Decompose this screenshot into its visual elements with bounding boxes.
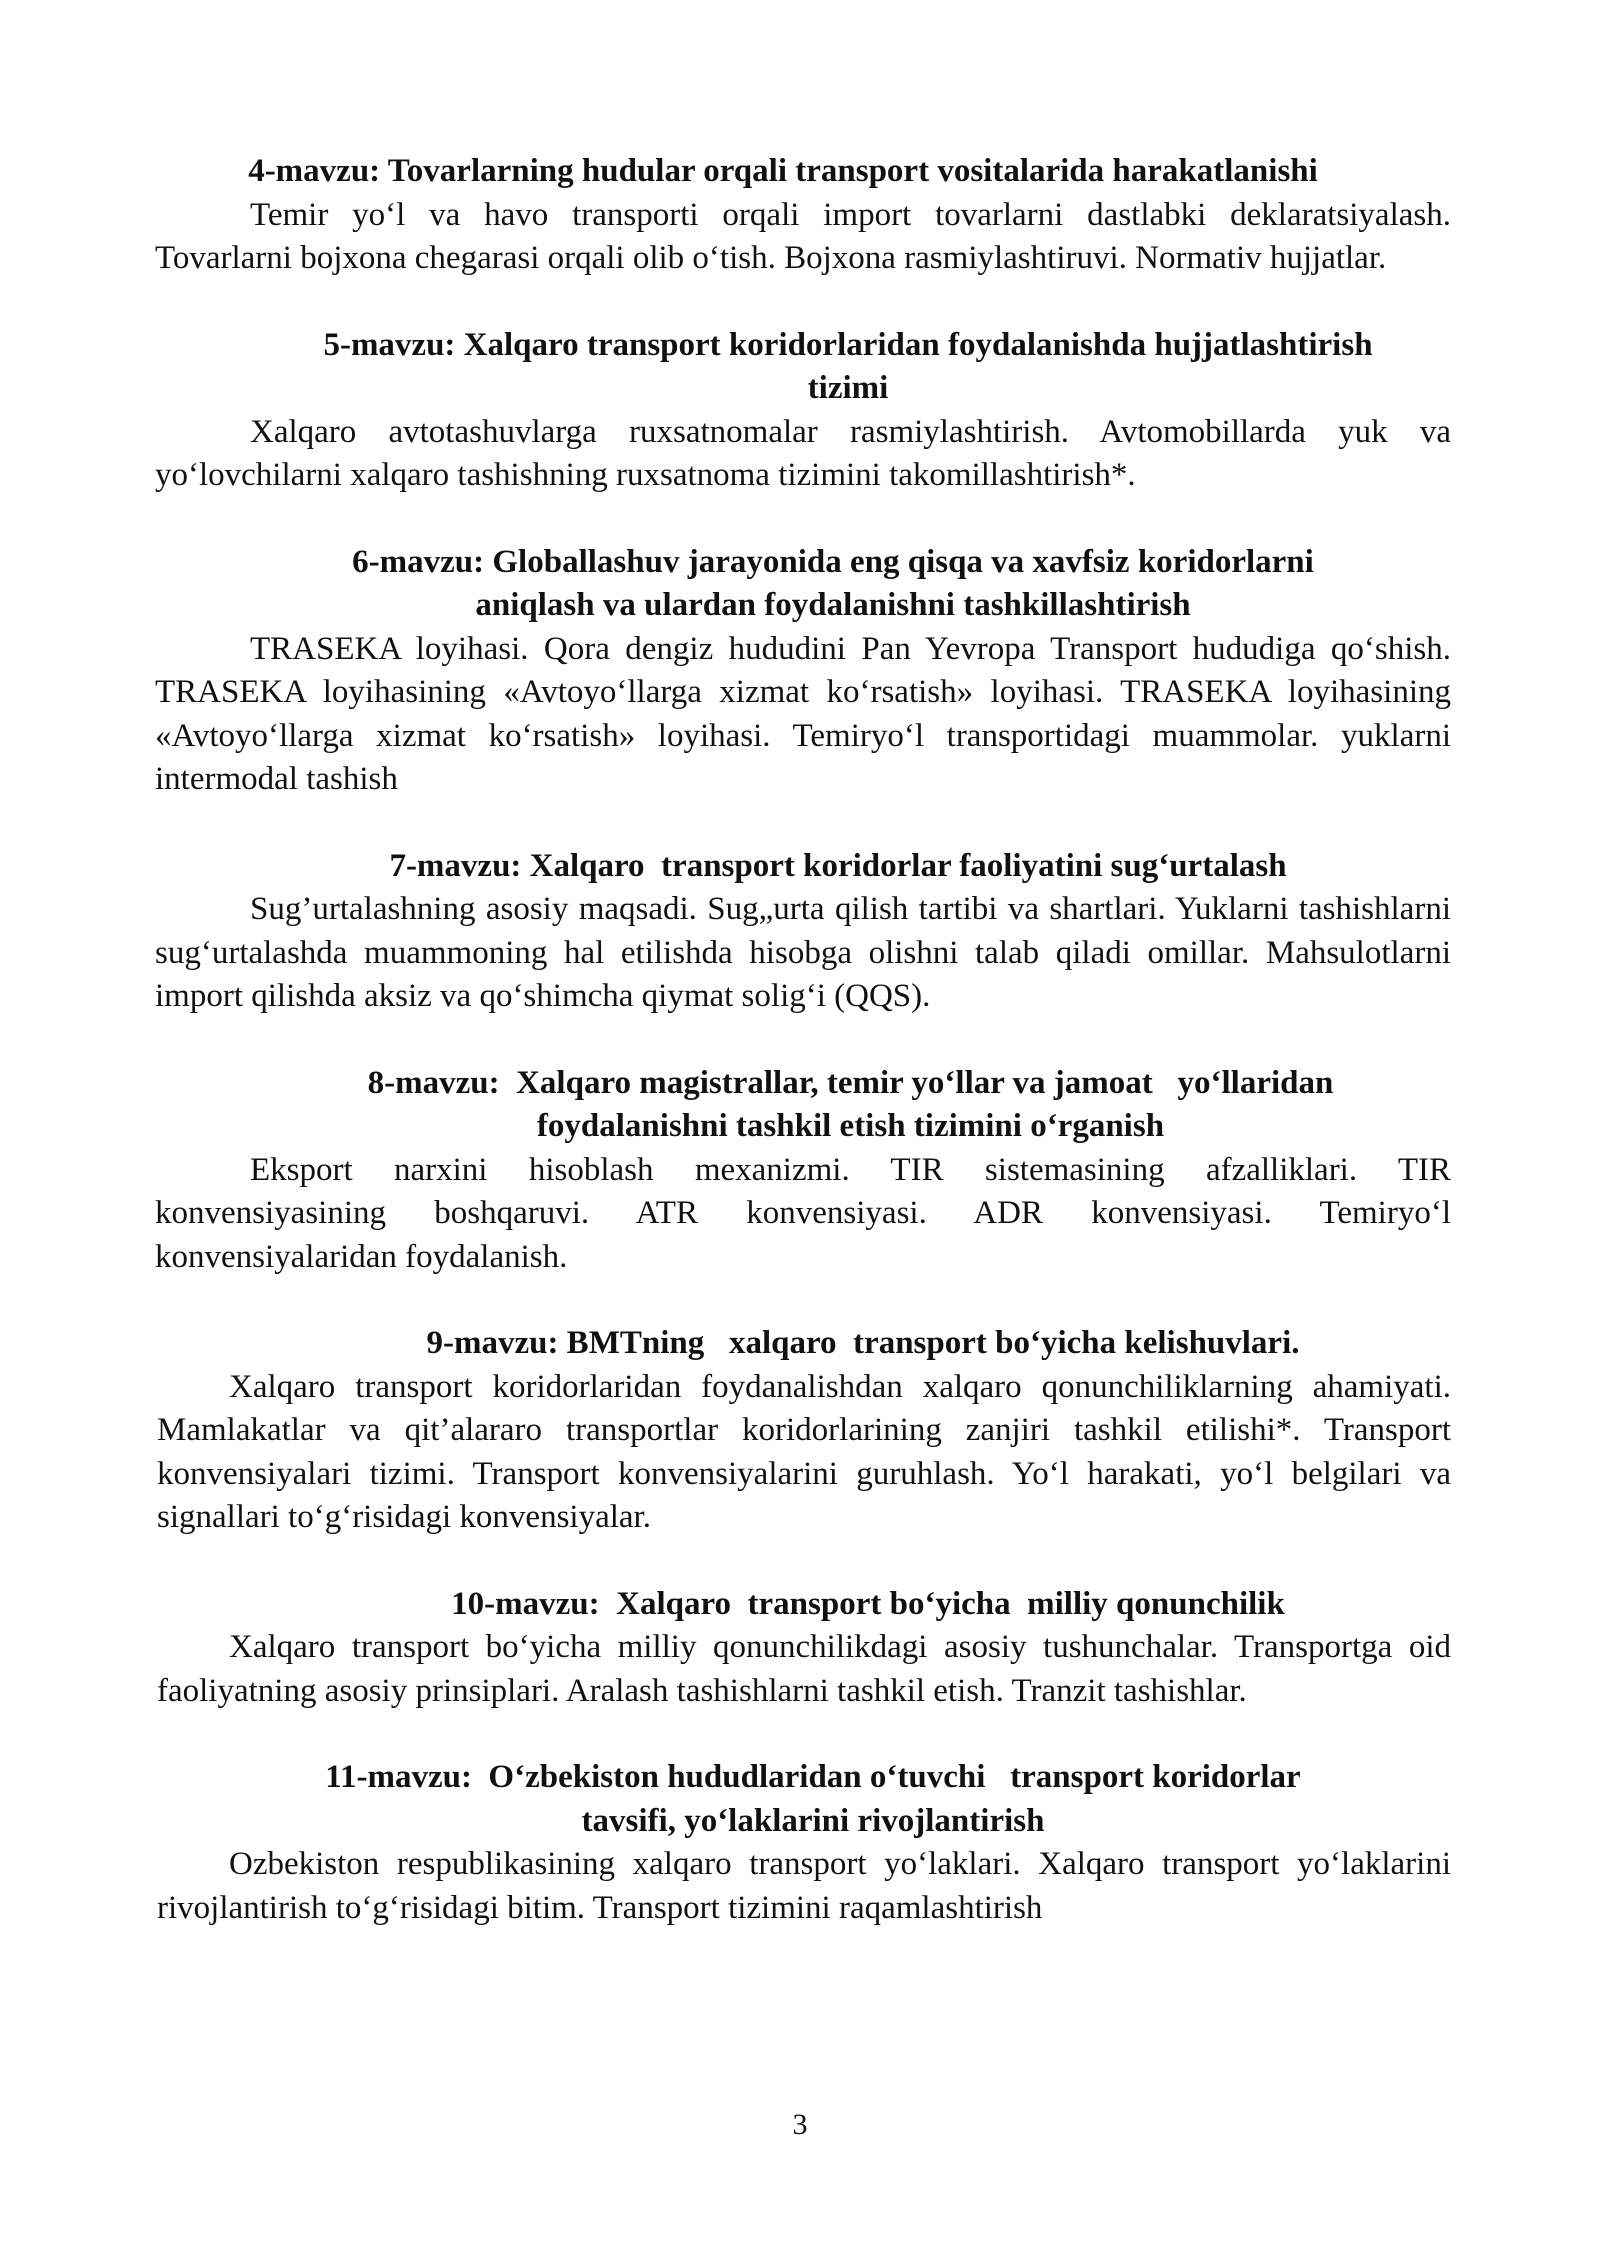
section-body: Sug’urtalashning asosiy maqsadi. Sug„urta qilish tartibi va shartlari. Yuklarni tashishlarni sug‘urtalashda muammoning hal etilishda hisobga olishni talab qiladi omillar. Mahsulotlarni import qilishda aksiz va qo‘shimcha qiymat solig‘i (QQS). <box>155 891 1451 1014</box>
section-body: TRASEKA loyihasi. Qora dengiz hududini Pan Yevropa Transport hududiga qo‘shish. TRASEKA loyihasining «Avtoyo‘llarga xizmat ko‘rsatish» loyihasi. TRASEKA loyihasining «Avtoyo‘llarga xizmat ko‘rsatish» loyihasi. Temiryo‘l transportidagi muammolar. yuklarni intermodal tashish <box>155 630 1451 797</box>
section-title-line: 10-mavzu: Xalqaro transport bo‘yicha milliy qonunchilik <box>451 1585 1285 1622</box>
section-title-line: 6-mavzu: Globallashuv jarayonida eng qisqa va xavfsiz koridorlarni <box>352 543 1314 580</box>
section-title <box>155 1062 1451 1149</box>
section-body: Eksport narxini hisoblash mexanizmi. TIR sistemasining afzalliklari. TIR konvensiyasining boshqaruvi. ATR konvensiyasi. ADR konvensiyasi. Temiryo‘l konvensiyalaridan foydalanish. <box>155 1151 1451 1275</box>
section-body: Temir yo‘l va havo transporti orqali import tovarlarni dastlabki deklaratsiyalash. Tovarlarni bojxona chegarasi orqali olib o‘tish. Bojxona rasmiylashtiruvi. Normativ hujjatlar. <box>155 196 1451 276</box>
section-topic-6 <box>155 541 1451 802</box>
section-topic-7 <box>155 845 1451 1019</box>
section-body: Ozbekiston respublikasining xalqaro transport yo‘laklari. Xalqaro transport yo‘laklarini rivojlantirish to‘g‘risidagi bitim. Transport tizimini raqamlashtirish <box>157 1846 1451 1926</box>
section-title-line: 8-mavzu: Xalqaro magistrallar, temir yo‘llar va jamoat yo‘llaridan <box>367 1064 1334 1101</box>
section-title <box>155 1322 1451 1366</box>
section-title-line: 11-mavzu: O‘zbekiston hududlaridan o‘tuvchi transport koridorlar <box>325 1759 1301 1795</box>
section-topic-10 <box>155 1583 1451 1714</box>
page-number: 3 <box>792 2108 808 2141</box>
section-body: Xalqaro transport koridorlaridan foydanalishdan xalqaro qonunchiliklarning ahamiyati. Mamlakatlar va qit’alararo transportlar koridorlarining zanjiri tashkil etilishi*. Transport konvensiyalari tizimi. Transport konvensiyalarini guruhlash. Yo‘l harakati, yo‘l belgilari va signallari to‘g‘risidagi konvensiyalar. <box>157 1368 1451 1535</box>
section-title <box>155 1583 1451 1627</box>
section-body: Xalqaro avtotashuvlarga ruxsatnomalar rasmiylashtirish. Avtomobillarda yuk va yo‘lovchilarni xalqaro tashishning ruxsatnoma tizimini takomillashtirish*. <box>155 413 1451 493</box>
section-title-line: 5-mavzu: Xalqaro transport koridorlaridan foydalanishda hujjatlashtirish <box>323 326 1373 363</box>
section-title <box>155 541 1451 628</box>
section-title <box>155 1756 1451 1843</box>
section-title-line: foydalanishni tashkil etish tizimini o‘rganish <box>536 1108 1165 1144</box>
section-title-line: tizimi <box>807 370 889 406</box>
document-page <box>155 150 1451 1973</box>
section-title <box>155 324 1451 411</box>
section-title <box>155 845 1451 889</box>
section-topic-5 <box>155 324 1451 498</box>
section-topic-4 <box>155 150 1451 281</box>
section-title-line: 7-mavzu: Xalqaro transport koridorlar faoliyatini sug‘urtalash <box>389 847 1287 884</box>
section-title-line: aniqlash va ulardan foydalanishni tashkillashtirish <box>475 587 1191 623</box>
section-body: Xalqaro transport bo‘yicha milliy qonunchilikdagi asosiy tushunchalar. Transportga oid faoliyatning asosiy prinsiplari. Aralash tashishlarni tashkil etish. Tranzit tashishlar. <box>157 1629 1451 1709</box>
section-title <box>155 150 1451 194</box>
section-title-line: 4-mavzu: Tovarlarning hudular orqali transport vositalarida harakatlanishi <box>248 153 1318 189</box>
section-topic-9 <box>155 1322 1451 1540</box>
section-title-line: 9-mavzu: BMTning xalqaro transport bo‘yicha kelishuvlari. <box>426 1325 1300 1361</box>
section-topic-8 <box>155 1062 1451 1280</box>
section-topic-11 <box>155 1756 1451 1930</box>
section-title-line: tavsifi, yo‘laklarini rivojlantirish <box>581 1802 1045 1839</box>
